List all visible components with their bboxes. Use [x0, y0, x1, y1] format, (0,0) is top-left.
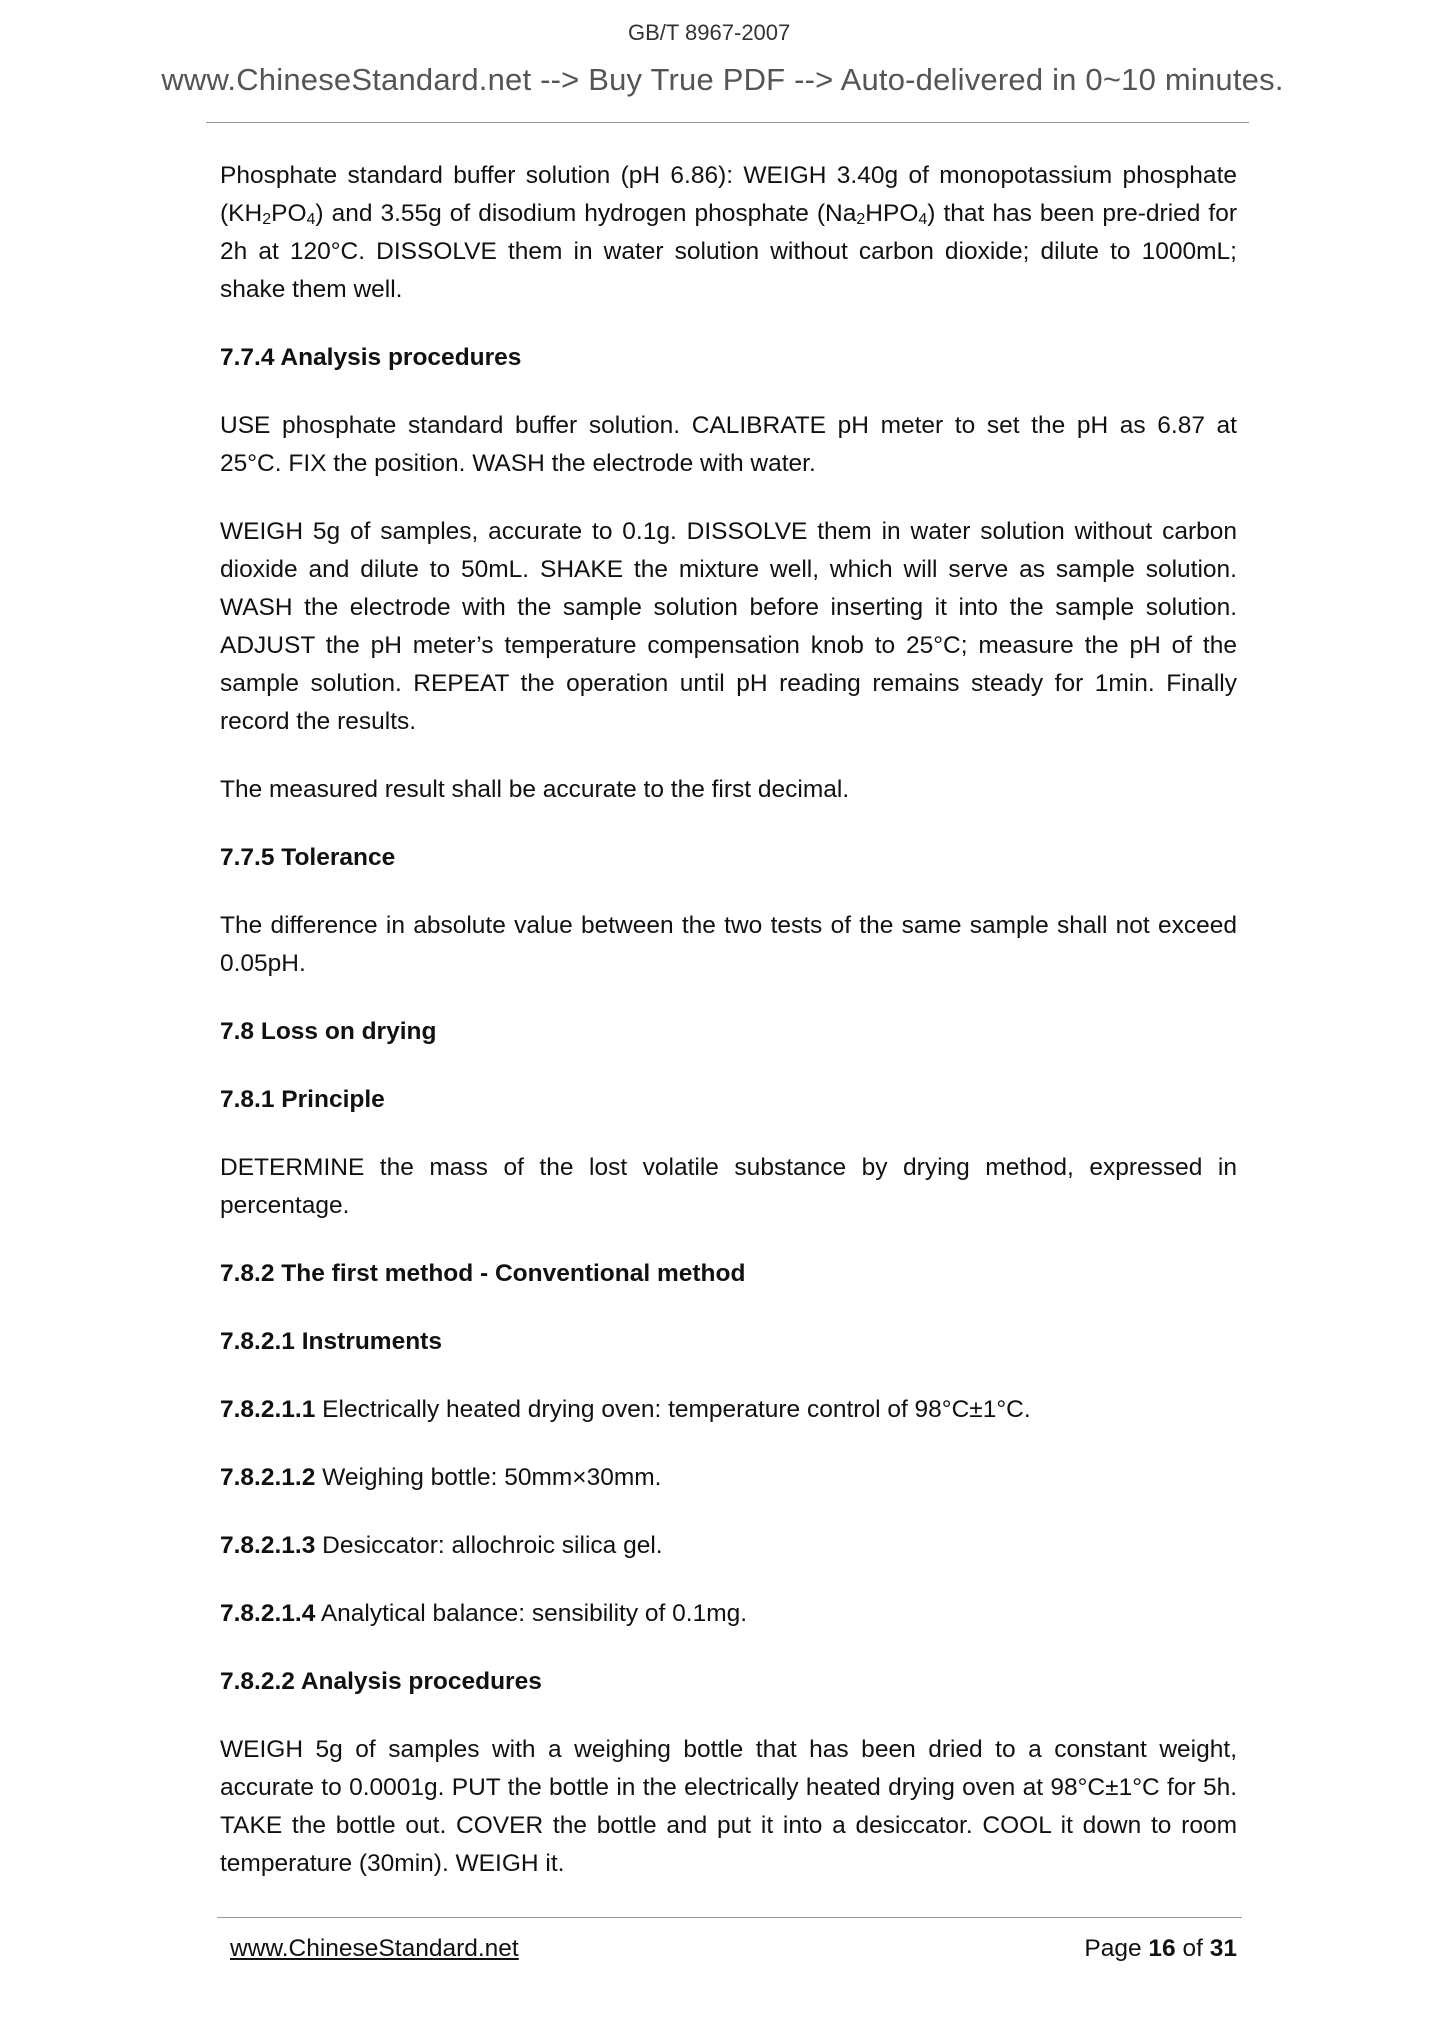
instrument-item: 7.8.2.1.3 Desiccator: allochroic silica gel.: [220, 1532, 663, 1559]
footer-link[interactable]: www.ChineseStandard.net: [230, 1935, 519, 1962]
paragraph-weigh-samples: WEIGH 5g of samples, accurate to 0.1g. DISSOLVE them in water solution without carbon dioxide and dilute to 50mL. SHAKE the mixture well, which will serve as sample solution. WASH the electrode with the sample solution before inserting it into the sample solution. ADJUST the pH meter’s temperature compensation knob to 25°C; measure the pH of the sample solution. REPEAT the operation until pH reading remains steady for 1min. Finally record the results.: [220, 518, 1237, 735]
heading-7-8-2: 7.8.2 The first method - Conventional method: [220, 1260, 746, 1287]
paragraph-measured-result: The measured result shall be accurate to the first decimal.: [220, 776, 850, 803]
document-body: [220, 157, 1237, 1913]
page-header: [0, 52, 1445, 112]
header-divider: [206, 122, 1249, 123]
paragraph-principle: DETERMINE the mass of the lost volatile substance by drying method, expressed in percentage.: [220, 1154, 1237, 1219]
paragraph-tolerance: The difference in absolute value between the two tests of the same sample shall not exceed 0.05pH.: [220, 912, 1237, 977]
paragraph-drying-procedure: WEIGH 5g of samples with a weighing bottle that has been dried to a constant weight, accurate to 0.0001g. PUT the bottle in the electrically heated drying oven at 98°C±1°C for 5h. TAKE the bottle out. COVER the bottle and put it into a desiccator. COOL it down to room temperature (30min). WEIGH it.: [220, 1736, 1237, 1877]
heading-7-8-2-1: 7.8.2.1 Instruments: [220, 1328, 442, 1355]
heading-7-8-1: 7.8.1 Principle: [220, 1086, 385, 1113]
paragraph-calibrate: USE phosphate standard buffer solution. CALIBRATE pH meter to set the pH as 6.87 at 25°C. FIX the position. WASH the electrode with water.: [220, 412, 1237, 477]
instrument-item: 7.8.2.1.2 Weighing bottle: 50mm×30mm.: [220, 1464, 662, 1491]
standard-code: GB/T 8967-2007: [628, 20, 791, 45]
heading-7-8: 7.8 Loss on drying: [220, 1018, 437, 1045]
heading-7-7-5: 7.7.5 Tolerance: [220, 844, 396, 871]
instrument-item: 7.8.2.1.1 Electrically heated drying oven: temperature control of 98°C±1°C.: [220, 1396, 1031, 1423]
paragraph-phosphate-buffer: Phosphate standard buffer solution (pH 6.86): WEIGH 3.40g of monopotassium phosphate $(KH_2PO_4)$ and 3.55g of disodium hydrogen phosphate $(Na_2HPO_4)$ that has been pre-dried for 2h at 120°C. DISSOLVE them in water solution without carbon dioxide; dilute to 1000mL; shake them well.: [220, 162, 1238, 303]
page-number: Page 16 of 31: [1084, 1935, 1237, 1962]
footer-divider: [217, 1917, 1242, 1918]
header-banner[interactable]: www.ChineseStandard.net --> Buy True PDF --> Auto-delivered in 0~10 minutes.: [161, 62, 1284, 97]
heading-7-7-4: 7.7.4 Analysis procedures: [220, 344, 522, 371]
heading-7-8-2-2: 7.8.2.2 Analysis procedures: [220, 1668, 542, 1695]
instrument-item: 7.8.2.1.4 Analytical balance: sensibility of 0.1mg.: [220, 1600, 748, 1627]
page-footer: [230, 1935, 1237, 1975]
